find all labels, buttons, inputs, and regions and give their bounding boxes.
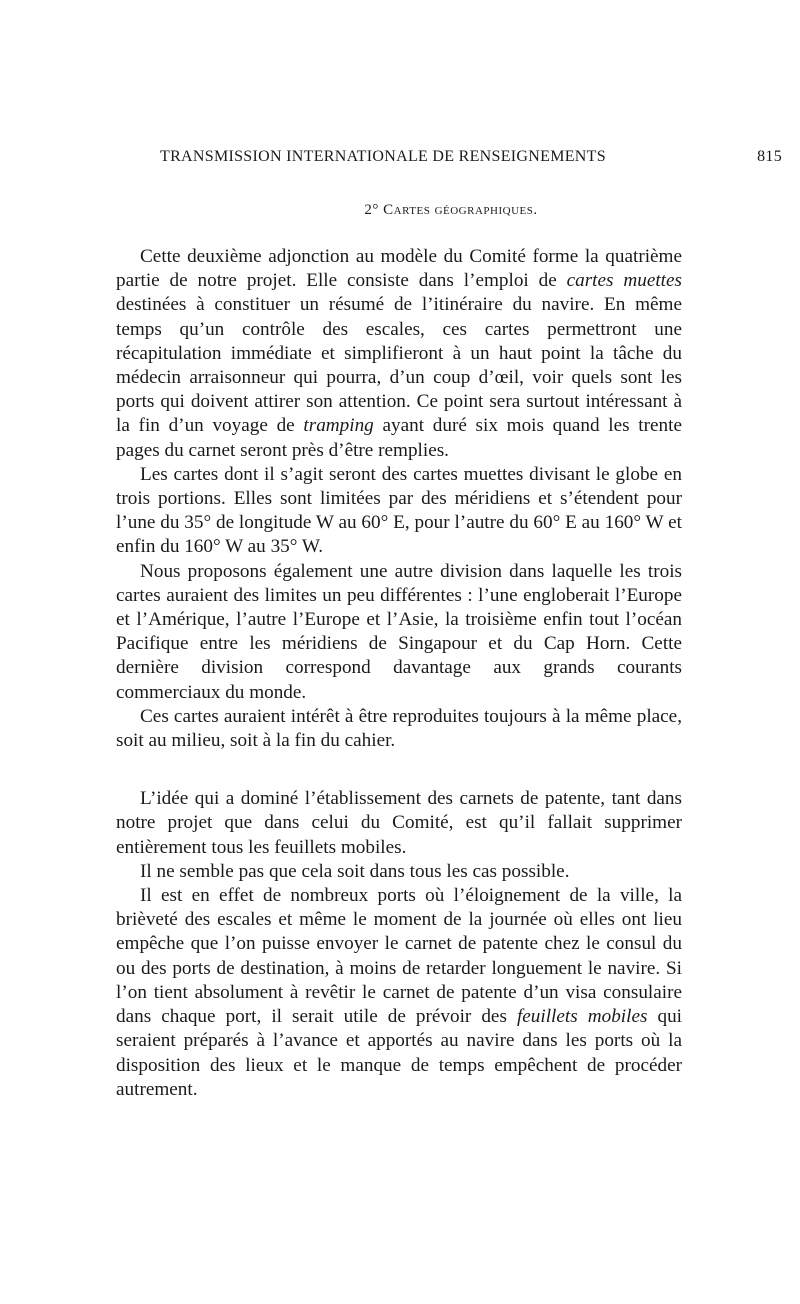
italic-term: feuillets mobiles bbox=[516, 1006, 648, 1028]
section-title: Cartes géographiques. bbox=[383, 202, 538, 218]
running-title: TRANSMISSION INTERNATIONALE DE RENSEIGNEMENTS bbox=[160, 148, 606, 165]
paragraph-reproduction: Ces cartes auraient intérêt à être reproduites toujours à la même place, soit au milieu, soit à la fin du cahier. bbox=[116, 705, 682, 752]
body-text bbox=[116, 245, 682, 1102]
paragraph-feuillets-mobiles bbox=[116, 884, 682, 1102]
paragraph-division-globe: Les cartes dont il s’agit seront des cartes muettes divisant le globe en trois portions. Elles sont limitées par des méridiens et s’étendent pour l’une du 35° de longitude W au 60° E, pour l’autre du 60° E au 160° W et enfin du 160° W au 35° W. bbox=[116, 463, 682, 558]
paragraph-cartes-muettes bbox=[116, 245, 682, 463]
paragraph-autre-division: Nous proposons également une autre division dans laquelle les trois cartes auraient des limites un peu différentes : l’une engloberait l’Europe et l’Amérique, l’autre l’Europe et l’Asie, la troisième enfin tout l’océan Pacifique entre les méridiens de Singapour et du Cap Horn. Cette dernière division correspond davantage aux grands courants commerciaux du monde. bbox=[116, 560, 682, 703]
paragraph-text: qui seraient préparés à l’avance et apportés au navire dans les ports où la disposition des lieux et le manque de temps empêchent de procéder autrement. bbox=[116, 1006, 682, 1100]
paragraph-text: Cette deuxième adjonction au modèle du Comité forme la quatrième partie de notre projet. Elle consiste dans l’emploi de bbox=[116, 246, 682, 292]
paragraph-text: Il est en effet de nombreux ports où l’éloignement de la ville, la brièveté des escales et même le moment de la journée où elles ont lieu empêche que l’on puisse envoyer le carnet de patente chez le consul du ou des ports de destination, à moins de retarder longuement le navire. Si l’on tient absolument à revêtir le carnet de patente d’un visa consulaire dans chaque port, il serait utile de prévoir des bbox=[116, 885, 682, 1028]
paragraph-possible: Il ne semble pas que cela soit dans tous les cas possible. bbox=[140, 860, 570, 882]
page-number: 815 bbox=[757, 148, 782, 165]
running-head bbox=[116, 148, 786, 172]
paragraph-idee: L’idée qui a dominé l’établissement des carnets de patente, tant dans notre projet que dans celui du Comité, est qu’il fallait supprimer entièrement tous les feuillets mobiles. bbox=[116, 788, 682, 858]
paragraph-text: destinées à constituer un résumé de l’itinéraire du navire. En même temps qu’un contrôle des escales, ces cartes permettront une récapitulation immédiate et simplifieront à un haut point la tâche du médecin arraisonneur qui pourra, d’un coup d’œil, voir quels sont les ports qui doivent attirer son attention. Ce point sera surtout intéressant à la fin d’un voyage de bbox=[116, 294, 682, 437]
section-number: 2° bbox=[364, 202, 379, 218]
paragraph-text: ayant duré six mois quand les trente pages du carnet seront près d’être remplies. bbox=[116, 415, 682, 461]
section-heading bbox=[116, 202, 786, 219]
italic-term: cartes muettes bbox=[566, 270, 682, 292]
italic-term: tramping bbox=[303, 415, 374, 437]
